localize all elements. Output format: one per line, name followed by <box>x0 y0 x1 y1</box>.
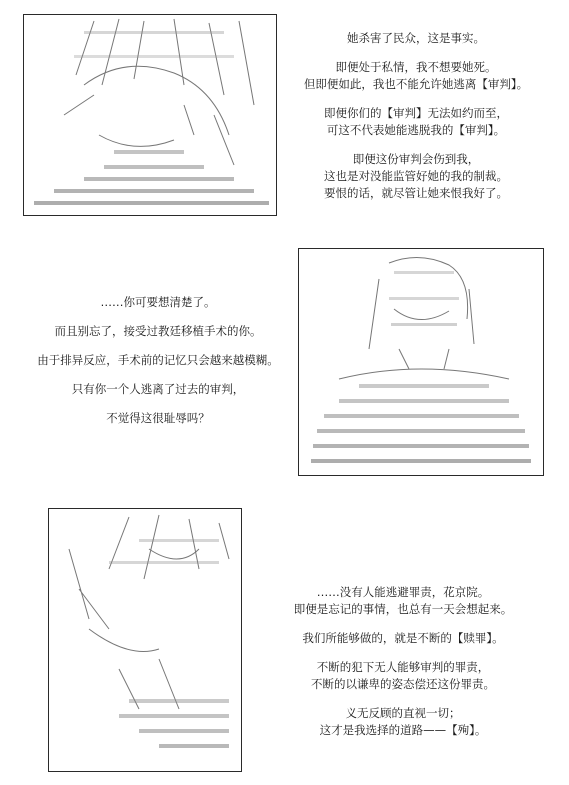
caption-paragraph <box>20 410 296 427</box>
caption-paragraph <box>278 151 554 202</box>
art-panel-1 <box>23 14 277 216</box>
caption-line: 可这不代表她能逃脱我的【审判】。 <box>326 123 506 137</box>
caption-paragraph <box>20 323 296 340</box>
caption-line: 这才是我选择的道路——【殉】。 <box>319 723 487 737</box>
art-panel-3 <box>48 508 242 772</box>
caption-line: 不断的犯下无人能够审判的罪责， <box>316 660 490 674</box>
caption-line: 由于排异反应，手术前的记忆只会越来越模糊。 <box>37 353 279 367</box>
caption-line: 即便你们的【审判】无法如约而至， <box>324 106 508 120</box>
caption-paragraph <box>278 105 554 139</box>
caption-paragraph <box>252 705 554 739</box>
caption-paragraph <box>278 30 554 47</box>
caption-line: 我们所能够做的，就是不断的【赎罪】。 <box>302 631 504 645</box>
caption-line: 不断的以谦卑的姿态偿还这份罪责。 <box>311 677 495 691</box>
caption-line: 要恨的话，就尽管让她来恨我好了。 <box>324 186 508 200</box>
caption-line: 义无反顾的直视一切； <box>345 706 461 720</box>
caption-paragraph <box>252 584 554 618</box>
ascii-dense-fill <box>311 271 531 463</box>
caption-paragraph <box>252 630 554 647</box>
caption-paragraph <box>20 294 296 311</box>
caption-line: 即便这份审判会伤到我， <box>352 152 480 166</box>
caption-line: ……没有人能逃避罪责，花京院。 <box>316 585 490 599</box>
caption-line: 不觉得这很耻辱吗？ <box>106 411 210 425</box>
ascii-dense-fill <box>34 31 269 205</box>
ascii-art-figure-2 <box>299 249 543 475</box>
caption-line: 她杀害了民众，这是事实。 <box>347 31 485 45</box>
caption-line: 这也是对没能监管好她的我的制裁。 <box>324 169 508 183</box>
caption-block-1 <box>278 30 554 202</box>
caption-block-3 <box>252 584 554 739</box>
caption-paragraph <box>278 59 554 93</box>
caption-paragraph <box>252 659 554 693</box>
ascii-art-figure-1 <box>24 15 276 215</box>
caption-paragraph <box>20 381 296 398</box>
caption-line: 即便是忘记的事情，也总有一天会想起来。 <box>293 602 513 616</box>
caption-line: 即便处于私情，我不想要她死。 <box>335 60 497 74</box>
ascii-dense-fill <box>109 539 229 748</box>
caption-line: 但即便如此，我也不能允许她逃离【审判】。 <box>303 77 529 91</box>
caption-line: ……你可要想清楚了。 <box>100 295 216 309</box>
caption-block-2 <box>20 294 296 427</box>
caption-line: 只有你一个人逃离了过去的审判， <box>71 382 245 396</box>
art-panel-2 <box>298 248 544 476</box>
caption-line: 而且别忘了，接受过教廷移植手术的你。 <box>54 324 262 338</box>
ascii-art-figure-3 <box>49 509 241 771</box>
caption-paragraph <box>20 352 296 369</box>
